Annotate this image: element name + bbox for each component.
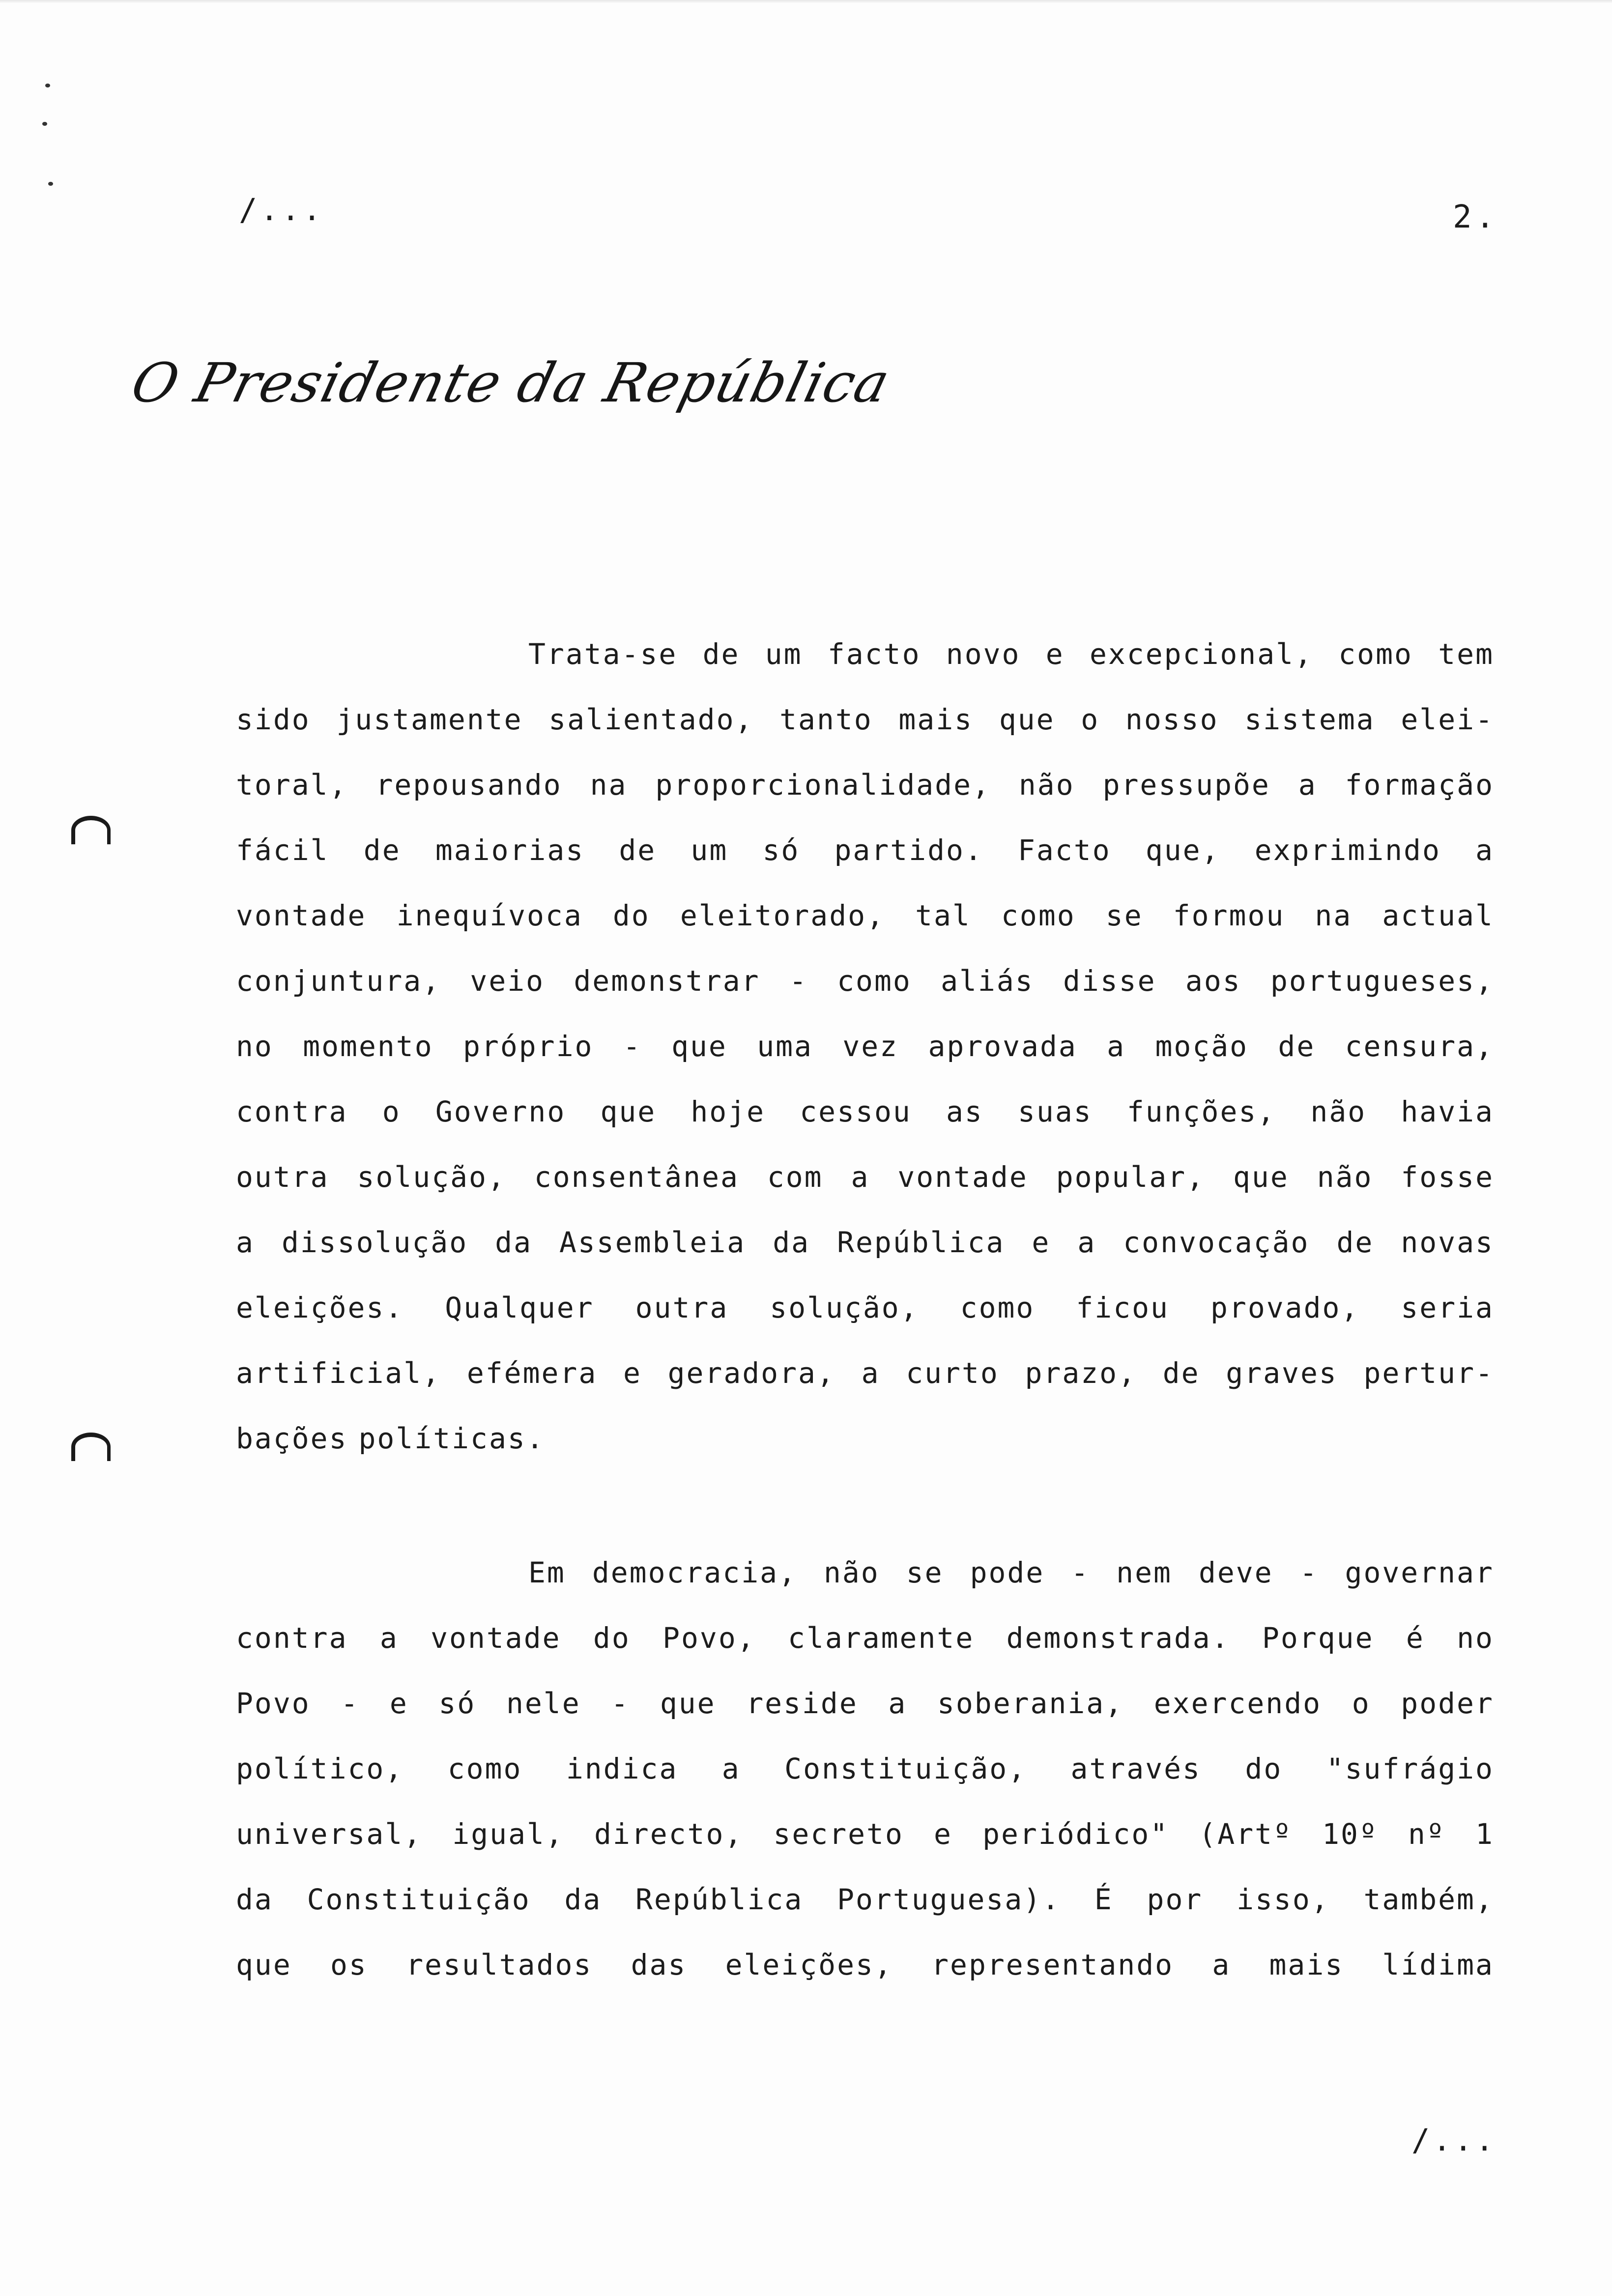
- word: justamente: [336, 703, 523, 736]
- word: poder: [1401, 1687, 1494, 1720]
- word: que: [671, 1030, 727, 1063]
- word: da: [773, 1226, 810, 1259]
- word: pode: [970, 1556, 1045, 1589]
- word: não: [1018, 768, 1075, 802]
- word: exprimindo: [1254, 833, 1441, 867]
- word: de: [1336, 1226, 1374, 1259]
- text-line: [236, 1406, 1494, 1471]
- word: o: [382, 1095, 401, 1128]
- word: como: [837, 964, 912, 998]
- word: formou: [1173, 899, 1285, 932]
- word: e: [1045, 637, 1065, 671]
- word: vez: [842, 1030, 899, 1063]
- word: Povo: [236, 1687, 311, 1720]
- word: provado,: [1210, 1291, 1360, 1324]
- word: exercendo: [1153, 1687, 1322, 1720]
- word: censura,: [1345, 1030, 1494, 1063]
- word: É: [1094, 1883, 1113, 1916]
- word: toral,: [236, 768, 348, 802]
- word: contra: [236, 1095, 348, 1128]
- word: pertur-: [1363, 1356, 1494, 1390]
- word: o: [1081, 703, 1100, 736]
- word: políticas.: [358, 1422, 545, 1455]
- word: República: [635, 1883, 804, 1916]
- word: que: [1233, 1160, 1289, 1194]
- word: por: [1147, 1883, 1203, 1916]
- word: eleições,: [725, 1948, 893, 1981]
- word: da: [236, 1883, 273, 1916]
- word: pressupõe: [1102, 768, 1270, 802]
- word: veio: [470, 964, 545, 998]
- word: solução,: [770, 1291, 919, 1324]
- word: maiorias: [435, 833, 585, 867]
- word: da: [495, 1226, 532, 1259]
- word: secreto: [773, 1817, 904, 1851]
- text-line: [236, 1210, 1494, 1275]
- word: actual: [1382, 899, 1494, 932]
- word: (Artº: [1199, 1817, 1292, 1851]
- paragraph: [236, 622, 1494, 1471]
- word: vontade: [897, 1160, 1028, 1194]
- word: a: [1475, 833, 1494, 867]
- word: no: [236, 1030, 273, 1063]
- word: facto: [827, 637, 921, 671]
- word: curto: [906, 1356, 999, 1390]
- word: isso,: [1237, 1883, 1330, 1916]
- punch-hole: [71, 1433, 111, 1461]
- word: na: [1315, 899, 1353, 932]
- word: lídima: [1382, 1948, 1494, 1981]
- word: mais: [1269, 1948, 1344, 1981]
- text-line: [236, 1671, 1494, 1736]
- word: a: [861, 1356, 880, 1390]
- word: a: [851, 1160, 870, 1194]
- word: nº: [1408, 1817, 1445, 1851]
- letterhead-title: O Presidente da República: [125, 351, 897, 414]
- word: soberania,: [937, 1687, 1124, 1720]
- continuation-mark-bottom: /...: [1411, 2122, 1497, 2158]
- text-line: [236, 1540, 1494, 1606]
- word: aos: [1185, 964, 1241, 998]
- word: que: [600, 1095, 657, 1128]
- word: aliás: [941, 964, 1034, 998]
- word: suas: [1018, 1095, 1093, 1128]
- text-line: [236, 1606, 1494, 1671]
- word: repousando: [375, 768, 562, 802]
- word: -: [789, 964, 808, 998]
- word: que,: [1145, 833, 1220, 867]
- margin-dot: [45, 84, 50, 87]
- word: consentânea: [534, 1160, 739, 1194]
- word: através: [1070, 1752, 1201, 1785]
- word: com: [767, 1160, 823, 1194]
- word: portugueses,: [1270, 964, 1494, 998]
- word: a: [888, 1687, 907, 1720]
- word: nosso: [1125, 703, 1219, 736]
- word: nele: [506, 1687, 581, 1720]
- word: de: [702, 637, 740, 671]
- word: novas: [1401, 1226, 1494, 1259]
- word: outra: [236, 1160, 329, 1194]
- word: os: [330, 1948, 368, 1981]
- word: a: [1077, 1226, 1096, 1259]
- word: partido.: [834, 833, 983, 867]
- word: a: [236, 1226, 255, 1259]
- word: político,: [236, 1752, 404, 1785]
- word: representando: [931, 1948, 1174, 1981]
- word: tanto: [779, 703, 873, 736]
- word: do: [612, 899, 650, 932]
- word: reside: [746, 1687, 858, 1720]
- word: universal,: [236, 1817, 423, 1851]
- word: de: [1278, 1030, 1316, 1063]
- word: prazo,: [1025, 1356, 1137, 1390]
- text-line: [236, 687, 1494, 752]
- word: como: [1338, 637, 1413, 671]
- word: Trata-se: [528, 637, 678, 671]
- text-line: [236, 883, 1494, 948]
- word: as: [946, 1095, 983, 1128]
- word: geradora,: [667, 1356, 835, 1390]
- word: inequívoca: [396, 899, 583, 932]
- word: vontade: [236, 899, 367, 932]
- word: havia: [1401, 1095, 1494, 1128]
- word: convocação: [1123, 1226, 1310, 1259]
- word: que: [999, 703, 1055, 736]
- paragraph: [236, 1540, 1494, 1998]
- word: momento: [303, 1030, 433, 1063]
- word: outra: [635, 1291, 729, 1324]
- word: resultados: [406, 1948, 593, 1981]
- word: funções,: [1126, 1095, 1276, 1128]
- word: a: [379, 1621, 399, 1655]
- text-line: [236, 1341, 1494, 1406]
- word: "sufrágio: [1326, 1752, 1494, 1785]
- word: fosse: [1401, 1160, 1494, 1194]
- word: se: [906, 1556, 944, 1589]
- word: 10º: [1322, 1817, 1378, 1851]
- word: e: [934, 1817, 952, 1851]
- margin-dot: [42, 122, 47, 126]
- margin-dot: [48, 182, 53, 186]
- word: bações: [236, 1422, 348, 1455]
- word: dissolução: [281, 1226, 468, 1259]
- text-line: [236, 752, 1494, 818]
- word: demonstrada.: [1006, 1621, 1230, 1655]
- word: a: [1212, 1948, 1231, 1981]
- text-line: [236, 1736, 1494, 1802]
- word: e: [389, 1687, 408, 1720]
- word: -: [1299, 1556, 1319, 1589]
- word: das: [631, 1948, 687, 1981]
- word: de: [363, 833, 401, 867]
- word: formação: [1345, 768, 1494, 802]
- word: só: [438, 1687, 476, 1720]
- word: eleitorado,: [680, 899, 885, 932]
- word: não: [823, 1556, 880, 1589]
- word: conjuntura,: [236, 964, 441, 998]
- word: claramente: [788, 1621, 975, 1655]
- word: como: [960, 1291, 1035, 1324]
- punch-hole: [71, 816, 111, 844]
- word: efémera: [466, 1356, 598, 1390]
- text-line: [236, 1802, 1494, 1867]
- word: como: [1001, 899, 1076, 932]
- word: o: [1352, 1687, 1371, 1720]
- word: hoje: [691, 1095, 766, 1128]
- word: uma: [757, 1030, 813, 1063]
- word: sido: [236, 703, 311, 736]
- text-line: [236, 1275, 1494, 1341]
- word: Qualquer: [445, 1291, 594, 1324]
- word: contra: [236, 1621, 348, 1655]
- word: como: [447, 1752, 522, 1785]
- word: próprio: [463, 1030, 594, 1063]
- word: é: [1406, 1621, 1425, 1655]
- continuation-mark-top: /...: [239, 192, 324, 228]
- word: e: [1032, 1226, 1051, 1259]
- word: -: [611, 1687, 630, 1720]
- word: nem: [1116, 1556, 1172, 1589]
- word: democracia,: [592, 1556, 797, 1589]
- word: moção: [1155, 1030, 1249, 1063]
- text-line: [236, 818, 1494, 883]
- word: do: [1245, 1752, 1283, 1785]
- word: de: [1162, 1356, 1200, 1390]
- word: se: [1105, 899, 1143, 932]
- word: cessou: [800, 1095, 912, 1128]
- word: graves: [1226, 1356, 1338, 1390]
- word: Portuguesa).: [837, 1883, 1061, 1916]
- word: excepcional,: [1089, 637, 1313, 671]
- word: só: [762, 833, 800, 867]
- word: deve: [1198, 1556, 1273, 1589]
- word: salientado,: [548, 703, 754, 736]
- scan-edge: [0, 0, 1612, 3]
- text-line: [236, 1079, 1494, 1145]
- word: Governo: [435, 1095, 566, 1128]
- word: Facto: [1018, 833, 1111, 867]
- word: igual,: [452, 1817, 564, 1851]
- word: Constituição,: [784, 1752, 1027, 1785]
- word: novo: [946, 637, 1021, 671]
- word: República: [837, 1226, 1005, 1259]
- word: Porque: [1262, 1621, 1374, 1655]
- text-line: [236, 1014, 1494, 1079]
- text-line: [236, 622, 1494, 687]
- word: um: [691, 833, 728, 867]
- word: tal: [915, 899, 971, 932]
- word: eleições.: [236, 1291, 404, 1324]
- word: da: [564, 1883, 602, 1916]
- page-number: 2.: [1453, 199, 1499, 235]
- word: artificial,: [236, 1356, 441, 1390]
- word: elei-: [1401, 703, 1494, 736]
- word: que: [660, 1687, 716, 1720]
- word: e: [623, 1356, 642, 1390]
- text-line: [236, 1867, 1494, 1932]
- word: governar: [1345, 1556, 1494, 1589]
- word: seria: [1401, 1291, 1494, 1324]
- word: Em: [528, 1556, 566, 1589]
- word: solução,: [357, 1160, 506, 1194]
- word: -: [1071, 1556, 1090, 1589]
- word: periódico": [982, 1817, 1169, 1851]
- word: demonstrar: [574, 964, 760, 998]
- word: a: [1107, 1030, 1126, 1063]
- word: fácil: [236, 833, 329, 867]
- word: de: [619, 833, 657, 867]
- word: popular,: [1056, 1160, 1206, 1194]
- word: 1: [1475, 1817, 1494, 1851]
- word: não: [1310, 1095, 1367, 1128]
- word: ficou: [1076, 1291, 1169, 1324]
- word: a: [721, 1752, 741, 1785]
- word: proporcionalidade,: [655, 768, 991, 802]
- word: não: [1317, 1160, 1373, 1194]
- word: tem: [1438, 637, 1494, 671]
- word: disse: [1063, 964, 1156, 998]
- text-line: [236, 1932, 1494, 1998]
- word: um: [765, 637, 803, 671]
- text-line: [236, 1145, 1494, 1210]
- word: mais: [898, 703, 974, 736]
- word: vontade: [431, 1621, 561, 1655]
- text-line: [236, 948, 1494, 1014]
- word: do: [593, 1621, 631, 1655]
- word: directo,: [594, 1817, 744, 1851]
- word: indica: [566, 1752, 678, 1785]
- word: Assembleia: [559, 1226, 746, 1259]
- word: sistema: [1244, 703, 1375, 736]
- word: aprovada: [928, 1030, 1077, 1063]
- word: também,: [1363, 1883, 1494, 1916]
- word: -: [623, 1030, 642, 1063]
- word: que: [236, 1948, 292, 1981]
- word: no: [1457, 1621, 1494, 1655]
- word: Povo,: [662, 1621, 756, 1655]
- word: Constituição: [307, 1883, 531, 1916]
- word: a: [1298, 768, 1317, 802]
- word: -: [341, 1687, 360, 1720]
- word: na: [590, 768, 628, 802]
